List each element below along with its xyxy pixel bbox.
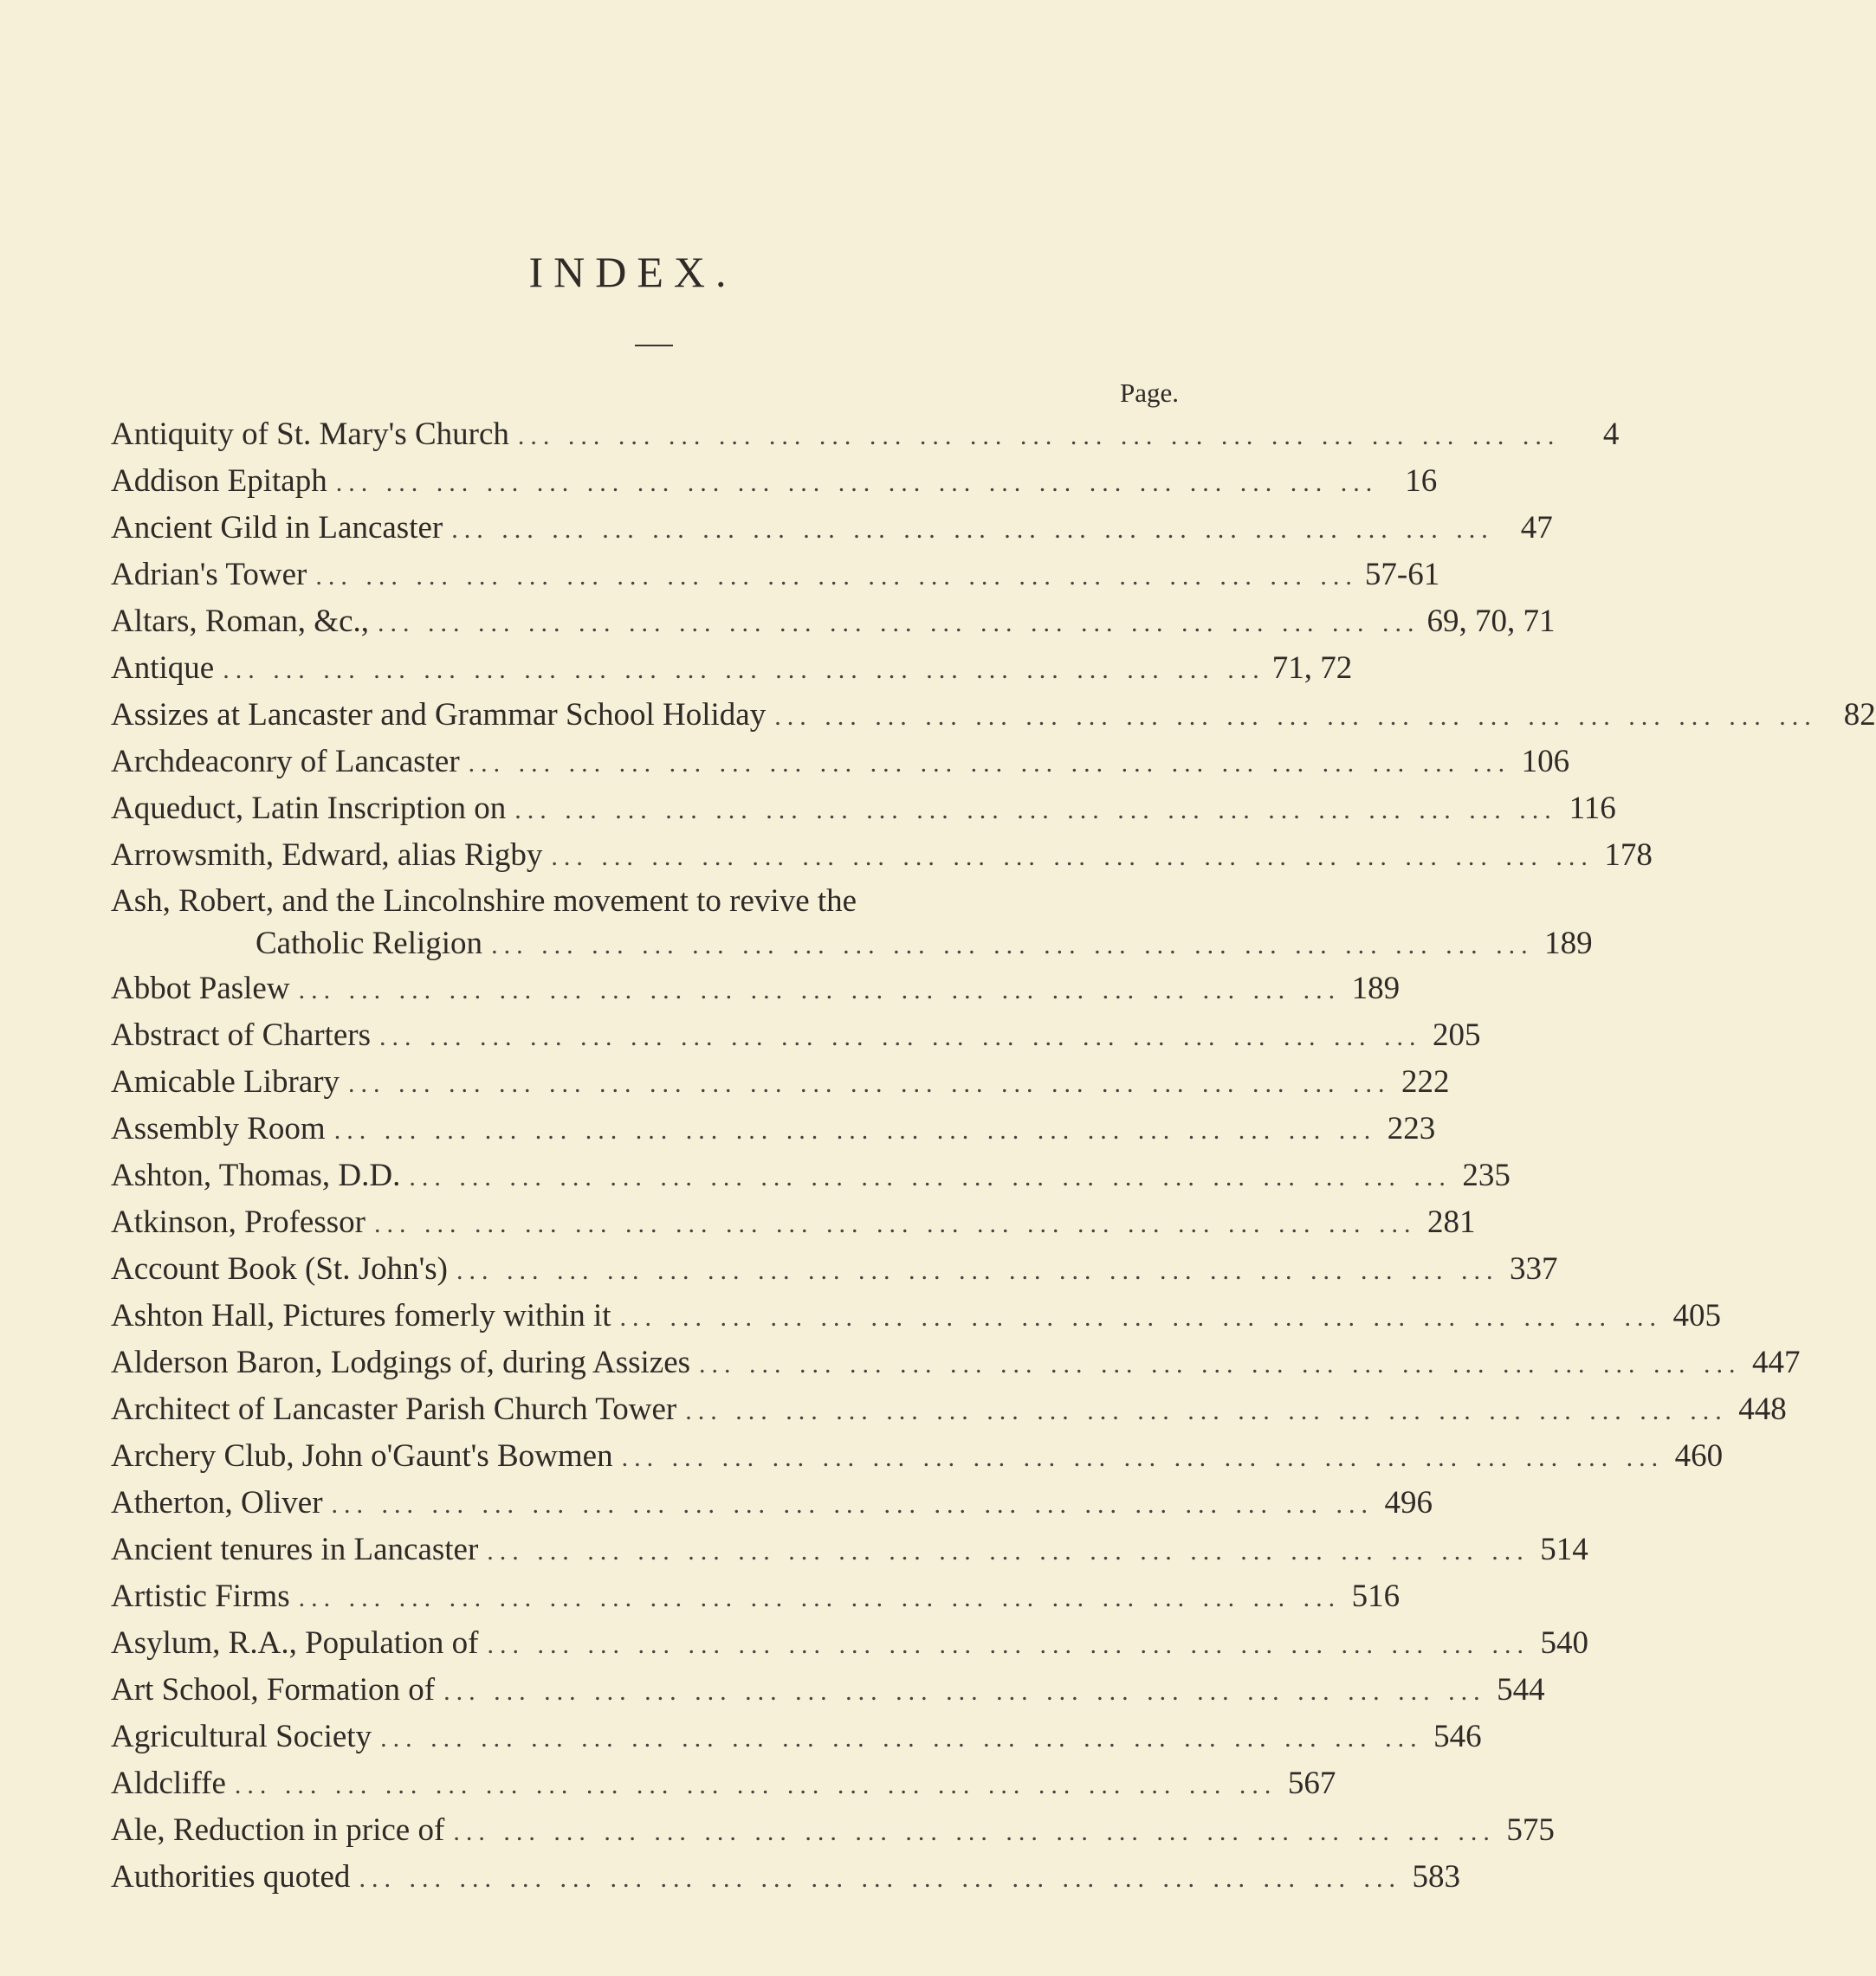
entry-text: Aldcliffe xyxy=(111,1766,226,1801)
entry-page: 4 xyxy=(1602,417,1620,452)
index-entry xyxy=(111,411,1620,458)
entry-text: Account Book (St. John's) xyxy=(111,1251,448,1287)
index-entry xyxy=(111,1573,1401,1620)
leader-dots: ... ... ... ... ... ... ... ... ... ... ... ... ... ... ... ... ... ... ... ... ... xyxy=(443,1677,1486,1706)
leader-dots: ... ... ... ... ... ... ... ... ... ... ... ... ... ... ... ... ... ... ... ... ... xyxy=(453,1818,1496,1846)
leader-dots: ... ... ... ... ... ... ... ... ... ... ... ... ... ... ... ... ... ... ... ... ... xyxy=(699,1350,1742,1379)
entry-text: Antique xyxy=(111,650,215,686)
index-entry xyxy=(111,1760,1336,1807)
leader-dots: ... ... ... ... ... ... ... ... ... ... ... ... ... ... ... ... ... ... ... ... ... xyxy=(298,1584,1342,1612)
index-entry xyxy=(111,1153,1511,1199)
leader-dots: ... ... ... ... ... ... ... ... ... ... ... ... ... ... ... ... ... ... ... ... ... xyxy=(373,1210,1417,1238)
index-entry xyxy=(111,1293,1722,1340)
entry-page: 448 xyxy=(1738,1392,1787,1427)
entry-text: Ancient Gild in Lancaster xyxy=(111,510,443,546)
index-entry xyxy=(111,1854,1460,1901)
index-entry xyxy=(111,1527,1588,1573)
entry-page: 189 xyxy=(1351,971,1401,1006)
leader-dots: ... ... ... ... ... ... ... ... ... ... ... ... ... ... ... ... ... ... ... ... ... xyxy=(514,796,1557,824)
entry-page: 496 xyxy=(1384,1485,1433,1521)
leader-dots: ... ... ... ... ... ... ... ... ... ... ... ... ... ... ... ... ... ... ... ... ... xyxy=(487,1631,1530,1659)
entry-page: 189 xyxy=(1544,926,1593,961)
entry-page: 223 xyxy=(1387,1111,1436,1146)
leader-dots: ... ... ... ... ... ... ... ... ... ... ... ... ... ... ... ... ... ... ... ... ... xyxy=(451,515,1494,544)
entry-text: Ashton Hall, Pictures fomerly within it xyxy=(111,1298,611,1333)
entry-text: Atherton, Oliver xyxy=(111,1485,323,1521)
entry-page: 71, 72 xyxy=(1271,650,1353,686)
entry-text: Altars, Roman, &c., xyxy=(111,604,370,639)
entry-text: Architect of Lancaster Parish Church Tower xyxy=(111,1392,677,1427)
index-entry xyxy=(111,1012,1481,1059)
entry-page: 516 xyxy=(1351,1579,1401,1614)
entry-page: 47 xyxy=(1520,510,1553,546)
entry-page: 337 xyxy=(1510,1251,1558,1287)
index-entry xyxy=(111,1106,1436,1153)
leader-dots: ... ... ... ... ... ... ... ... ... ... ... ... ... ... ... ... ... ... ... ... ... xyxy=(348,1069,1391,1098)
index-entry xyxy=(111,785,1616,832)
entry-text: Antiquity of St. Mary's Church xyxy=(111,417,509,452)
index-entry xyxy=(111,1433,1724,1480)
index-entry xyxy=(111,1246,1558,1293)
leader-dots: ... ... ... ... ... ... ... ... ... ... ... ... ... ... ... ... ... ... ... ... ... xyxy=(379,1023,1422,1051)
leader-dots: ... ... ... ... ... ... ... ... ... ... ... ... ... ... ... ... ... ... ... ... ... xyxy=(335,468,1379,497)
entry-text: Addison Epitaph xyxy=(111,463,327,499)
leader-dots: ... ... ... ... ... ... ... ... ... ... ... ... ... ... ... ... ... ... ... ... ... xyxy=(685,1397,1728,1425)
leader-dots: ... ... ... ... ... ... ... ... ... ... ... ... ... ... ... ... ... ... ... ... ... xyxy=(551,843,1594,871)
page-title: INDEX. xyxy=(528,248,737,296)
entry-page: 235 xyxy=(1462,1158,1511,1193)
leader-dots: ... ... ... ... ... ... ... ... ... ... ... ... ... ... ... ... ... ... ... ... ... xyxy=(487,1537,1530,1566)
leader-dots: ... ... ... ... ... ... ... ... ... ... ... ... ... ... ... ... ... ... ... ... ... xyxy=(315,562,1358,591)
entry-text: Ale, Reduction in price of xyxy=(111,1812,445,1848)
page-column-header: Page. xyxy=(1119,378,1179,408)
entry-page: 57-61 xyxy=(1364,557,1440,592)
leader-dots: ... ... ... ... ... ... ... ... ... ... ... ... ... ... ... ... ... ... ... ... ... xyxy=(333,1116,1377,1145)
index-entry xyxy=(111,598,1556,645)
index-entry xyxy=(111,505,1553,552)
leader-dots: ... ... ... ... ... ... ... ... ... ... ... ... ... ... ... ... ... ... ... ... ... xyxy=(298,976,1342,1004)
entry-page: 546 xyxy=(1433,1719,1482,1754)
entry-text: Amicable Library xyxy=(111,1064,340,1100)
entry-page: 544 xyxy=(1497,1672,1545,1708)
entry-page: 583 xyxy=(1412,1859,1460,1895)
index-entry xyxy=(111,1714,1482,1760)
entry-text: Asylum, R.A., Population of xyxy=(111,1625,479,1661)
index-entry xyxy=(111,879,1593,965)
index-entry xyxy=(111,832,1653,879)
entry-page: 178 xyxy=(1604,837,1653,873)
entry-text: Ancient tenures in Lancaster xyxy=(111,1532,479,1567)
leader-dots: ... ... ... ... ... ... ... ... ... ... ... ... ... ... ... ... ... ... ... ... ... xyxy=(468,749,1511,778)
index-entry xyxy=(111,692,1876,739)
entry-page: 540 xyxy=(1540,1625,1588,1661)
entry-page: 16 xyxy=(1405,463,1438,499)
index-entry xyxy=(111,458,1438,505)
index-entry xyxy=(111,1199,1476,1246)
entry-text: Agricultural Society xyxy=(111,1719,372,1754)
entry-page: 69, 70, 71 xyxy=(1426,604,1556,639)
leader-dots: ... ... ... ... ... ... ... ... ... ... ... ... ... ... ... ... ... ... ... ... ... xyxy=(491,931,1534,959)
entry-page: 575 xyxy=(1506,1812,1555,1848)
entry-page: 205 xyxy=(1433,1017,1481,1053)
leader-dots: ... ... ... ... ... ... ... ... ... ... ... ... ... ... ... ... ... ... ... ... ... xyxy=(234,1771,1278,1799)
index-entry xyxy=(111,1059,1450,1106)
leader-dots: ... ... ... ... ... ... ... ... ... ... ... ... ... ... ... ... ... ... ... ... ... xyxy=(619,1303,1663,1332)
entry-text: Adrian's Tower xyxy=(111,557,307,592)
index-entry xyxy=(111,1667,1545,1714)
leader-dots: ... ... ... ... ... ... ... ... ... ... ... ... ... ... ... ... ... ... ... ... ... xyxy=(380,1724,1423,1753)
index-entry xyxy=(111,645,1353,692)
entry-text: Artistic Firms xyxy=(111,1579,290,1614)
entry-continuation: Catholic Religion xyxy=(256,926,483,961)
index-entry xyxy=(111,1620,1588,1667)
entry-text: Authorities quoted xyxy=(111,1859,351,1895)
entry-page: 460 xyxy=(1674,1438,1724,1474)
index-entry xyxy=(111,1480,1433,1527)
entry-page: 567 xyxy=(1287,1766,1336,1801)
leader-dots: ... ... ... ... ... ... ... ... ... ... ... ... ... ... ... ... ... ... ... ... ... xyxy=(223,655,1265,684)
index-entry xyxy=(111,739,1570,785)
entry-page: 281 xyxy=(1426,1204,1476,1240)
leader-dots: ... ... ... ... ... ... ... ... ... ... ... ... ... ... ... ... ... ... ... ... ... xyxy=(456,1256,1499,1285)
entry-text: Abstract of Charters xyxy=(111,1017,372,1053)
index-entry-list xyxy=(111,411,1876,1901)
title-rule xyxy=(635,345,673,346)
index-entry xyxy=(111,552,1440,598)
entry-page: 82 xyxy=(1843,697,1876,733)
entry-text: Atkinson, Professor xyxy=(111,1204,365,1240)
entry-page: 405 xyxy=(1672,1298,1722,1333)
entry-page: 116 xyxy=(1569,791,1616,826)
entry-text: Alderson Baron, Lodgings of, during Assizes xyxy=(111,1345,691,1380)
leader-dots: ... ... ... ... ... ... ... ... ... ... ... ... ... ... ... ... ... ... ... ... ... xyxy=(517,422,1561,450)
leader-dots: ... ... ... ... ... ... ... ... ... ... ... ... ... ... ... ... ... ... ... ... ... xyxy=(378,609,1420,637)
leader-dots: ... ... ... ... ... ... ... ... ... ... ... ... ... ... ... ... ... ... ... ... ... xyxy=(621,1443,1665,1472)
entry-text: Aqueduct, Latin Inscription on xyxy=(111,791,507,826)
entry-text: Ash, Robert, and the Lincolnshire movement to revive the xyxy=(111,883,857,919)
entry-page: 514 xyxy=(1540,1532,1588,1567)
entry-text: Art School, Formation of xyxy=(111,1672,436,1708)
entry-page: 447 xyxy=(1752,1345,1801,1380)
entry-text: Abbot Paslew xyxy=(111,971,290,1006)
entry-text: Arrowsmith, Edward, alias Rigby xyxy=(111,837,543,873)
index-entry xyxy=(111,1386,1787,1433)
index-entry xyxy=(111,1340,1801,1386)
leader-dots: ... ... ... ... ... ... ... ... ... ... ... ... ... ... ... ... ... ... ... ... ... xyxy=(774,702,1817,731)
entry-page: 222 xyxy=(1401,1064,1450,1100)
leader-dots: ... ... ... ... ... ... ... ... ... ... ... ... ... ... ... ... ... ... ... ... ... xyxy=(359,1864,1401,1893)
leader-dots: ... ... ... ... ... ... ... ... ... ... ... ... ... ... ... ... ... ... ... ... ... xyxy=(331,1490,1375,1519)
index-entry xyxy=(111,1807,1555,1854)
entry-text: Assizes at Lancaster and Grammar School Holiday xyxy=(111,697,767,733)
index-entry xyxy=(111,965,1401,1012)
entry-text: Archery Club, John o'Gaunt's Bowmen xyxy=(111,1438,613,1474)
entry-text: Archdeaconry of Lancaster xyxy=(111,744,460,779)
leader-dots: ... ... ... ... ... ... ... ... ... ... ... ... ... ... ... ... ... ... ... ... ... xyxy=(409,1163,1452,1191)
entry-text: Assembly Room xyxy=(111,1111,326,1146)
entry-page: 106 xyxy=(1521,744,1570,779)
entry-text: Ashton, Thomas, D.D. xyxy=(111,1158,401,1193)
